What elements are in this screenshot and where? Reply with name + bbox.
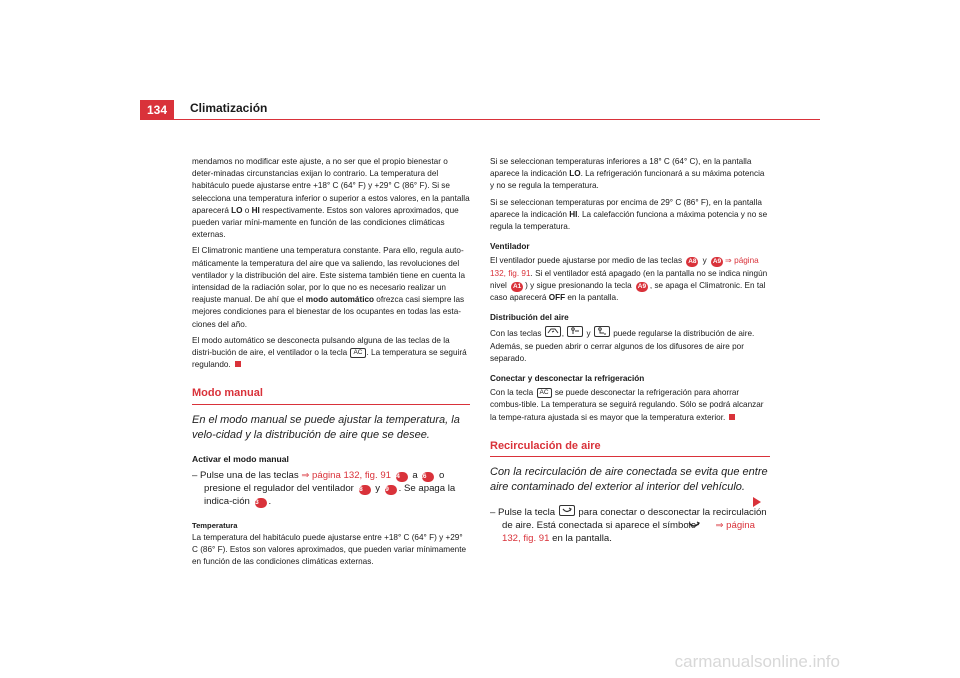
air-face-icon: [567, 326, 583, 337]
list-item: [192, 469, 470, 508]
text: o: [242, 205, 252, 215]
text: o presione el regulador del ventilador: [204, 469, 445, 494]
paragraph: [192, 335, 470, 372]
text: . La calefacción funciona a máxima potencia y no se regula la temperatura.: [490, 209, 768, 232]
text-lo: LO: [569, 169, 581, 179]
page-header: [140, 100, 820, 122]
text: ,: [561, 329, 567, 339]
text: Si se seleccionan temperaturas por encima de 29° C (86° F), en la pantalla aparece la indicación: [490, 197, 762, 219]
text-hi: HI: [251, 205, 260, 215]
paragraph: La temperatura del habitáculo puede ajustarse entre +18° C (64° F) y +29° C (86° F). Estos son valores aproximados, que pueden variar mínimamente en función de las condiciones climáticas externas.: [192, 533, 467, 567]
paragraph: [490, 387, 770, 424]
subheading: Distribución del aire: [490, 313, 569, 323]
text-bold: modo automático: [305, 295, 375, 305]
paragraph: [490, 326, 770, 365]
list-item: [490, 505, 770, 545]
text: mendamos no modificar este ajuste, a no ser que el propio bienestar o deter-minadas circunstancias exijan lo contrario. La temperatura del habitáculo puede ajustarse entre +18° C (64° F) y +29° C (86° F). Si se selecciona una temperatura inferior o superior a estos valores, en la pantalla aparecerá: [192, 157, 470, 215]
text: se puede desconectar la refrigeración para ahorrar combus-tible. La temperatura se seguirá regulando. Sólo se podrá alcanzar la tempe-ratura ajustada si es mayor que la temperatura exterior.: [490, 388, 764, 422]
paragraph: [192, 156, 470, 241]
text: ) y sigue presionando la tecla: [525, 280, 634, 290]
next-page-arrow-icon: [753, 497, 761, 507]
section-title-recirculation: Recirculación de aire: [490, 439, 601, 452]
paragraph: [490, 156, 770, 193]
callout-badge: A4: [396, 472, 408, 482]
recirculation-key-icon: [559, 505, 575, 516]
text: . La temperatura se seguirá regulando.: [192, 348, 467, 370]
callout-badge: A6: [422, 472, 434, 482]
text: El modo automático se desconecta pulsando alguna de las teclas de la distri-bución de aire, el ventilador o la tecla: [192, 335, 450, 358]
text: El ventilador puede ajustarse por medio de las teclas: [490, 256, 685, 266]
section-rule: [192, 404, 470, 405]
air-feet-icon: [594, 326, 610, 337]
text: y: [700, 256, 709, 266]
text: ofrezca casi siempre las mejores condiciones para el bienestar de los ocupantes en todas las esta-ciones del año.: [192, 295, 465, 329]
end-marker: [729, 414, 735, 420]
text: . Si el ventilador está apagado (en la pantalla no se indica ningún nivel: [490, 268, 768, 290]
text: .: [268, 495, 272, 507]
text-off: OFF: [548, 293, 566, 303]
callout-badge: A3: [255, 498, 267, 508]
text-lo: LO: [231, 205, 243, 215]
text: . Se apaga la indica-ción: [204, 482, 456, 507]
text: puede regularse la distribución de aire. Además, se pueden abrir o cerrar algunos de los difusores de aire por separado.: [490, 329, 755, 363]
text: en la pantalla.: [565, 293, 619, 303]
section-lead: En el modo manual se puede ajustar la temperatura, la velo-cidad y la distribución de aire que se desee.: [192, 413, 460, 441]
section-rule: [490, 456, 770, 457]
text: Con las teclas: [490, 329, 544, 339]
callout-badge: A1: [512, 282, 522, 290]
callout-badge: A9: [637, 282, 647, 290]
callout-badge: A9: [712, 258, 722, 266]
text: , se apaga el Climatronic. En tal caso aparecerá: [490, 280, 766, 303]
text: – Pulse una de las teclas: [192, 469, 302, 481]
page-link[interactable]: ⇒ página 132, fig. 91: [490, 256, 759, 278]
paragraph: [490, 255, 770, 304]
section-lead: Con la recirculación de aire conectada se evita que entre aire contaminado del exterior al interior del vehículo.: [490, 466, 768, 494]
subheading: Ventilador: [490, 242, 530, 252]
ac-key: AC: [537, 388, 552, 398]
paragraph: [192, 245, 470, 330]
air-windshield-icon: [545, 326, 561, 337]
recirculation-symbol-icon: [699, 520, 713, 529]
text: para conectar o desconectar la recirculación de aire. Está conectada si aparece el símbolo: [502, 507, 767, 532]
text: y: [584, 329, 593, 339]
text-hi: HI: [569, 209, 578, 219]
chapter-title: Climatización: [190, 101, 268, 115]
text: y: [372, 482, 383, 494]
right-column: [490, 156, 770, 551]
page-link[interactable]: ⇒ página 132, fig. 91: [301, 469, 391, 481]
callout-badge: A9: [385, 485, 397, 495]
page-link[interactable]: ⇒ página 132, fig. 91: [502, 520, 755, 545]
ac-key: AC: [350, 348, 365, 358]
page-number: 134: [140, 100, 174, 120]
text: El Climatronic mantiene una temperatura constante. Para ello, regula auto-máticamente la temperatura del aire que va saliendo, las revoluciones del ventilador y la distribución del aire. Este sistema también tiene en cuenta la intensidad de la radiación solar, por lo que no es necesario realizar un reajuste manual. De ahí que el: [192, 246, 466, 305]
text: a: [409, 469, 421, 481]
section-title-manual: Modo manual: [192, 387, 263, 400]
callout-badge: A8: [688, 258, 697, 266]
callout-badge: A8: [359, 485, 371, 495]
text: Con la tecla: [490, 388, 536, 398]
header-rule: [140, 119, 820, 120]
subheading: Conectar y desconectar la refrigeración: [490, 374, 645, 384]
text: . La refrigeración funcionará a su máxima potencia y no se regula la temperatura.: [490, 169, 765, 191]
end-marker: [235, 361, 241, 367]
subheading: Temperatura: [192, 520, 238, 530]
text: respectivamente. Estos son valores aproximados, que pueden variar míni-mamente en función de las condiciones climáticas externas.: [192, 205, 459, 240]
text: Si se seleccionan temperaturas inferiores a 18° C (64° C), en la pantalla aparece la indicación: [490, 157, 752, 179]
text: en la pantalla.: [549, 533, 612, 545]
subheading: Activar el modo manual: [192, 453, 289, 464]
paragraph: [490, 197, 770, 234]
watermark: carmanualsonline.info: [674, 652, 840, 671]
left-column: [192, 156, 470, 573]
text: – Pulse la tecla: [490, 507, 558, 519]
